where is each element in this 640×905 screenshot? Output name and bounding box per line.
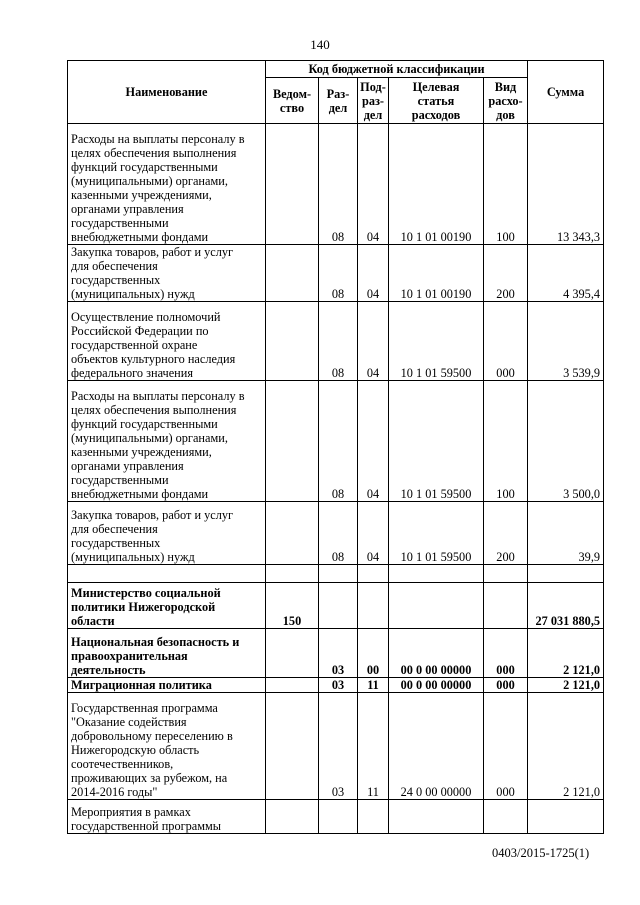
row-target-article: 10 1 01 00190 xyxy=(389,245,484,302)
row-expense-type: 100 xyxy=(484,124,528,245)
table-row xyxy=(68,678,604,693)
table-row xyxy=(68,245,604,302)
document-code: 0403/2015-1725(1) xyxy=(492,846,590,860)
row-target-article: 10 1 01 00190 xyxy=(389,124,484,245)
row-target-article xyxy=(389,800,484,834)
row-sum: 13 343,3 xyxy=(528,124,604,245)
row-name: Министерство социальной политики Нижегородской области xyxy=(68,583,266,629)
row-sum xyxy=(528,565,604,583)
row-section: 08 xyxy=(319,502,358,565)
row-name: Национальная безопасность и правоохранительная деятельность xyxy=(68,629,266,678)
row-section xyxy=(319,565,358,583)
row-subsection: 00 xyxy=(358,629,389,678)
row-sum: 2 121,0 xyxy=(528,629,604,678)
row-name xyxy=(68,565,266,583)
row-department xyxy=(266,565,319,583)
header-department: Ведом- ство xyxy=(266,78,319,124)
row-name: Мероприятия в рамках государственной программы xyxy=(68,800,266,834)
row-sum xyxy=(528,800,604,834)
row-subsection: 11 xyxy=(358,678,389,693)
table-row xyxy=(68,629,604,678)
row-section xyxy=(319,800,358,834)
row-subsection xyxy=(358,583,389,629)
row-section: 08 xyxy=(319,381,358,502)
row-sum: 2 121,0 xyxy=(528,678,604,693)
row-subsection: 11 xyxy=(358,693,389,800)
row-section: 08 xyxy=(319,245,358,302)
row-expense-type xyxy=(484,800,528,834)
row-department xyxy=(266,629,319,678)
header-name: Наименование xyxy=(68,61,266,124)
row-section: 08 xyxy=(319,302,358,381)
row-section: 03 xyxy=(319,678,358,693)
header-classification-group: Код бюджетной классификации xyxy=(266,61,528,78)
header-target-article: Целевая статья расходов xyxy=(389,78,484,124)
row-expense-type: 000 xyxy=(484,302,528,381)
row-target-article: 00 0 00 00000 xyxy=(389,678,484,693)
row-expense-type xyxy=(484,565,528,583)
row-section: 03 xyxy=(319,629,358,678)
table-row xyxy=(68,124,604,245)
header-subsection: Под- раз- дел xyxy=(358,78,389,124)
row-department xyxy=(266,302,319,381)
table-row xyxy=(68,693,604,800)
row-name: Государственная программа "Оказание содействия добровольному переселению в Нижегородскую область соотечественников, проживающих за рубежом, на 2014-2016 годы" xyxy=(68,693,266,800)
row-expense-type xyxy=(484,583,528,629)
row-name: Миграционная политика xyxy=(68,678,266,693)
table-row xyxy=(68,302,604,381)
row-subsection: 04 xyxy=(358,502,389,565)
row-section: 08 xyxy=(319,124,358,245)
row-target-article: 10 1 01 59500 xyxy=(389,502,484,565)
row-department: 150 xyxy=(266,583,319,629)
header-section: Раз- дел xyxy=(319,78,358,124)
table-row xyxy=(68,800,604,834)
row-department xyxy=(266,678,319,693)
header-expense-type: Вид расхо- дов xyxy=(484,78,528,124)
row-name: Осуществление полномочий Российской Федерации по государственной охране объектов культурного наследия федерального значения xyxy=(68,302,266,381)
row-name: Закупка товаров, работ и услуг для обеспечения государственных (муниципальных) нужд xyxy=(68,245,266,302)
row-expense-type: 200 xyxy=(484,502,528,565)
row-target-article xyxy=(389,565,484,583)
row-subsection: 04 xyxy=(358,124,389,245)
budget-table xyxy=(67,60,604,834)
row-sum: 39,9 xyxy=(528,502,604,565)
row-expense-type: 200 xyxy=(484,245,528,302)
row-expense-type: 100 xyxy=(484,381,528,502)
row-sum: 3 539,9 xyxy=(528,302,604,381)
row-target-article xyxy=(389,583,484,629)
row-target-article: 10 1 01 59500 xyxy=(389,381,484,502)
header-sum: Сумма xyxy=(528,61,604,124)
row-sum: 4 395,4 xyxy=(528,245,604,302)
row-subsection xyxy=(358,800,389,834)
row-name: Закупка товаров, работ и услуг для обеспечения государственных (муниципальных) нужд xyxy=(68,502,266,565)
row-target-article: 24 0 00 00000 xyxy=(389,693,484,800)
row-subsection: 04 xyxy=(358,381,389,502)
row-sum: 3 500,0 xyxy=(528,381,604,502)
table-row xyxy=(68,502,604,565)
row-expense-type: 000 xyxy=(484,678,528,693)
row-sum: 27 031 880,5 xyxy=(528,583,604,629)
row-department xyxy=(266,124,319,245)
row-name: Расходы на выплаты персоналу в целях обеспечения выполнения функций государственными (муниципальными) органами, казенными учреждениями, органами управления государственными внебюджетными фондами xyxy=(68,124,266,245)
row-department xyxy=(266,800,319,834)
row-name: Расходы на выплаты персоналу в целях обеспечения выполнения функций государственными (муниципальными) органами, казенными учреждениями, органами управления государственными внебюджетными фондами xyxy=(68,381,266,502)
row-target-article: 00 0 00 00000 xyxy=(389,629,484,678)
row-department xyxy=(266,381,319,502)
row-section: 03 xyxy=(319,693,358,800)
table-row xyxy=(68,381,604,502)
row-department xyxy=(266,502,319,565)
row-expense-type: 000 xyxy=(484,693,528,800)
table-row xyxy=(68,583,604,629)
row-expense-type: 000 xyxy=(484,629,528,678)
row-sum: 2 121,0 xyxy=(528,693,604,800)
row-subsection: 04 xyxy=(358,302,389,381)
row-subsection: 04 xyxy=(358,245,389,302)
row-subsection xyxy=(358,565,389,583)
page-number: 140 xyxy=(310,37,330,52)
row-target-article: 10 1 01 59500 xyxy=(389,302,484,381)
row-department xyxy=(266,693,319,800)
table-row xyxy=(68,565,604,583)
row-section xyxy=(319,583,358,629)
row-department xyxy=(266,245,319,302)
